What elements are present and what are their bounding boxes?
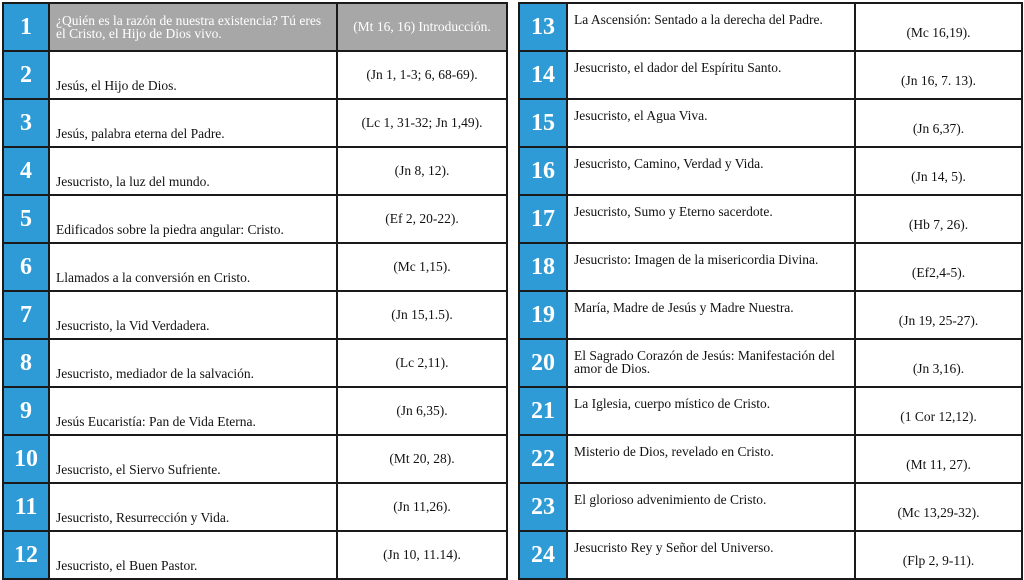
row-number: 10 <box>4 436 48 482</box>
row-reference: (1 Cor 12,12). <box>856 388 1021 434</box>
row-title <box>50 436 336 482</box>
row-reference: (Hb 7, 26). <box>856 196 1021 242</box>
row-title <box>568 100 854 146</box>
row-title <box>50 340 336 386</box>
row-reference: (Jn 6,37). <box>856 100 1021 146</box>
row-title <box>568 340 854 386</box>
row-title <box>50 196 336 242</box>
row-number: 16 <box>520 148 566 194</box>
row-reference: (Mc 1,15). <box>338 244 506 290</box>
row-number: 4 <box>4 148 48 194</box>
row-reference: (Lc 1, 31-32; Jn 1,49). <box>338 100 506 146</box>
table-row <box>4 4 506 50</box>
table-row <box>520 340 1021 386</box>
row-title <box>50 52 336 98</box>
row-number: 5 <box>4 196 48 242</box>
row-title <box>50 4 336 50</box>
row-reference: (Jn 10, 11.14). <box>338 532 506 578</box>
row-reference: (Ef 2, 20-22). <box>338 196 506 242</box>
row-title-text: Jesucristo, Sumo y Eterno sacerdote. <box>574 204 773 219</box>
row-title <box>50 532 336 578</box>
row-title-text: Jesucristo, el dador del Espíritu Santo. <box>574 60 782 75</box>
table-row <box>520 100 1021 146</box>
row-title-text: Jesucristo, mediador de la salvación. <box>56 366 254 381</box>
table-row <box>4 532 506 578</box>
row-reference: (Jn 3,16). <box>856 340 1021 386</box>
row-title-text: Llamados a la conversión en Cristo. <box>56 270 251 285</box>
table-row <box>4 436 506 482</box>
table-row <box>520 244 1021 290</box>
row-reference: (Ef2,4-5). <box>856 244 1021 290</box>
row-number: 17 <box>520 196 566 242</box>
row-title-text: Jesucristo, la luz del mundo. <box>56 174 210 189</box>
row-title-text: Jesús, palabra eterna del Padre. <box>56 126 225 141</box>
row-title-text: Jesucristo, el Buen Pastor. <box>56 558 198 573</box>
row-number: 13 <box>520 4 566 50</box>
row-reference: (Mc 16,19). <box>856 4 1021 50</box>
row-title <box>50 484 336 530</box>
table-row <box>4 148 506 194</box>
table-row <box>4 196 506 242</box>
row-title <box>50 148 336 194</box>
table-row <box>520 52 1021 98</box>
row-reference: (Jn 11,26). <box>338 484 506 530</box>
row-reference: (Jn 19, 25-27). <box>856 292 1021 338</box>
table-row <box>520 4 1021 50</box>
row-number: 6 <box>4 244 48 290</box>
row-title-text: La Iglesia, cuerpo místico de Cristo. <box>574 396 771 411</box>
row-reference: (Mc 13,29-32). <box>856 484 1021 530</box>
row-title-text: El glorioso advenimiento de Cristo. <box>574 492 767 507</box>
row-title-text: Jesús, el Hijo de Dios. <box>56 78 177 93</box>
row-title-text: El Sagrado Corazón de Jesús: Manifestación del amor de Dios. <box>574 348 835 376</box>
table-row <box>520 148 1021 194</box>
row-title <box>50 388 336 434</box>
table-row <box>520 196 1021 242</box>
row-number: 2 <box>4 52 48 98</box>
table-row <box>4 292 506 338</box>
row-reference: (Flp 2, 9-11). <box>856 532 1021 578</box>
row-number: 23 <box>520 484 566 530</box>
row-title-text: Edificados sobre la piedra angular: Cristo. <box>56 222 284 237</box>
row-number: 9 <box>4 388 48 434</box>
table-row <box>520 388 1021 434</box>
row-title <box>568 484 854 530</box>
row-title <box>568 292 854 338</box>
table-row <box>4 484 506 530</box>
row-title-text: Misterio de Dios, revelado en Cristo. <box>574 444 774 459</box>
row-title-text: Jesucristo, Resurrección y Vida. <box>56 510 230 525</box>
row-number: 1 <box>4 4 48 50</box>
left-table <box>2 2 508 580</box>
row-reference: (Jn 14, 5). <box>856 148 1021 194</box>
row-reference: (Jn 6,35). <box>338 388 506 434</box>
right-table <box>518 2 1023 580</box>
table-row <box>4 52 506 98</box>
row-title <box>568 4 854 50</box>
table-row <box>520 292 1021 338</box>
row-title-text: Jesucristo, el Siervo Sufriente. <box>56 462 221 477</box>
row-number: 24 <box>520 532 566 578</box>
row-number: 11 <box>4 484 48 530</box>
row-title-text: La Ascensión: Sentado a la derecha del Padre. <box>574 12 823 27</box>
row-title-text: Jesucristo Rey y Señor del Universo. <box>574 540 774 555</box>
row-reference: (Lc 2,11). <box>338 340 506 386</box>
row-number: 20 <box>520 340 566 386</box>
table-row <box>520 436 1021 482</box>
row-title-text: Jesús Eucaristía: Pan de Vida Eterna. <box>56 414 256 429</box>
row-reference: (Jn 1, 1-3; 6, 68-69). <box>338 52 506 98</box>
row-reference: (Mt 16, 16) Introducción. <box>338 4 506 50</box>
row-title <box>568 388 854 434</box>
row-reference: (Jn 15,1.5). <box>338 292 506 338</box>
row-title <box>568 196 854 242</box>
row-title-text: Jesucristo: Imagen de la misericordia Divina. <box>574 252 819 267</box>
row-number: 12 <box>4 532 48 578</box>
row-title <box>50 292 336 338</box>
row-number: 22 <box>520 436 566 482</box>
row-number: 3 <box>4 100 48 146</box>
row-number: 15 <box>520 100 566 146</box>
row-number: 7 <box>4 292 48 338</box>
row-reference: (Jn 16, 7. 13). <box>856 52 1021 98</box>
row-reference: (Mt 11, 27). <box>856 436 1021 482</box>
row-title <box>50 244 336 290</box>
row-reference: (Mt 20, 28). <box>338 436 506 482</box>
row-title <box>568 148 854 194</box>
table-row <box>4 244 506 290</box>
row-number: 21 <box>520 388 566 434</box>
row-title-text: Jesucristo, Camino, Verdad y Vida. <box>574 156 764 171</box>
row-title <box>568 244 854 290</box>
table-row <box>4 340 506 386</box>
table-row <box>520 484 1021 530</box>
row-number: 8 <box>4 340 48 386</box>
row-title <box>50 100 336 146</box>
row-title <box>568 436 854 482</box>
table-row <box>4 100 506 146</box>
row-title-text: Jesucristo, el Agua Viva. <box>574 108 708 123</box>
row-title <box>568 52 854 98</box>
table-row <box>4 388 506 434</box>
row-number: 19 <box>520 292 566 338</box>
table-row <box>520 532 1021 578</box>
row-number: 18 <box>520 244 566 290</box>
row-title-text: María, Madre de Jesús y Madre Nuestra. <box>574 300 794 315</box>
row-number: 14 <box>520 52 566 98</box>
row-title-text: Jesucristo, la Vid Verdadera. <box>56 318 210 333</box>
row-reference: (Jn 8, 12). <box>338 148 506 194</box>
row-title <box>568 532 854 578</box>
row-title-text: ¿Quién es la razón de nuestra existencia? Tú eres el Cristo, el Hijo de Dios vivo. <box>56 13 322 41</box>
